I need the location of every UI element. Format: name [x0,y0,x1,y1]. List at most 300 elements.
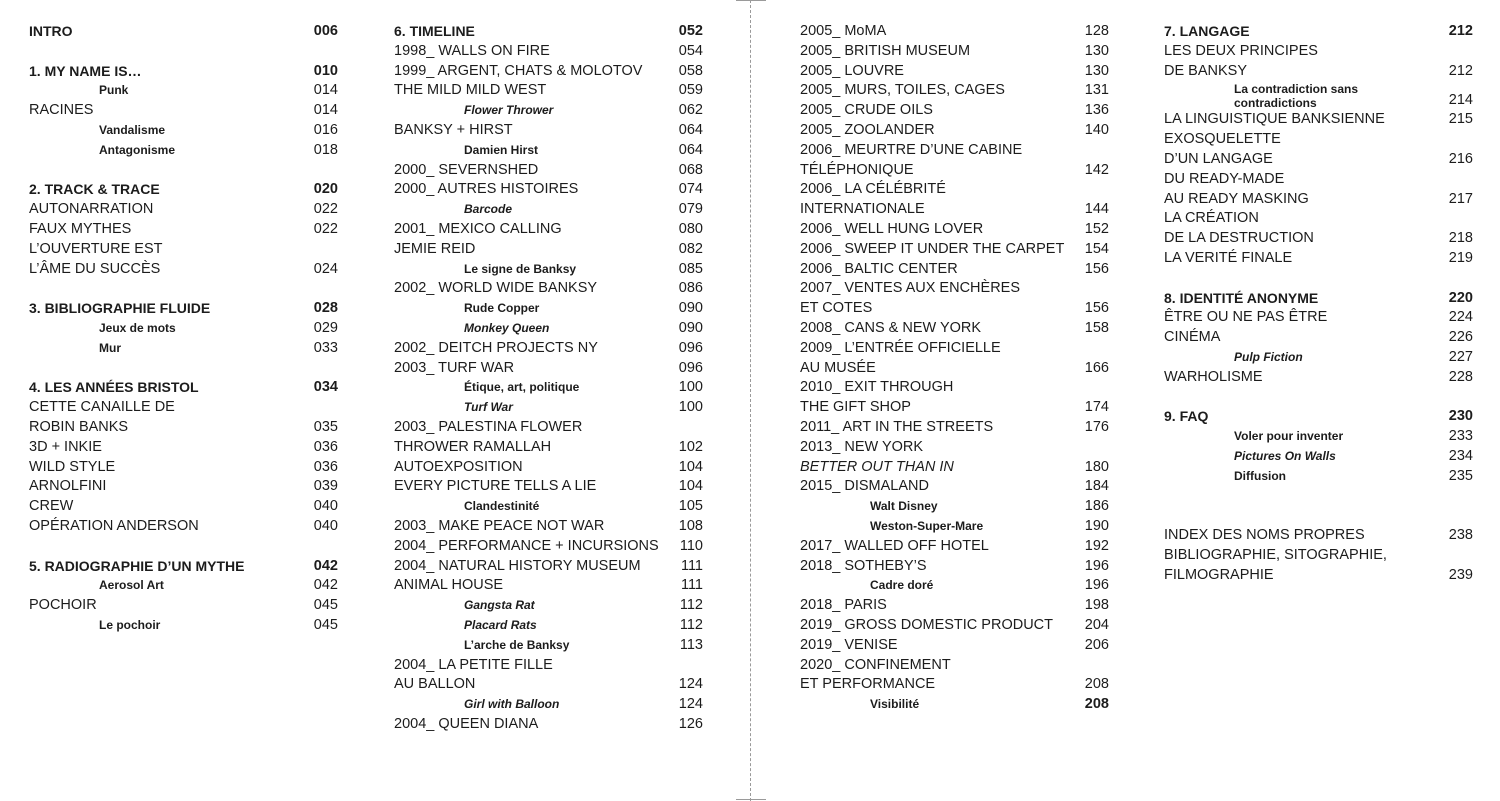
toc-chapter-entry[interactable] [1164,289,1473,309]
toc-entry-title: ARNOLFINI [29,478,107,495]
toc-entry-title: D’UN LANGAGE [1164,150,1273,167]
toc-page-number: 014 [313,102,338,119]
toc-entry-title: AU READY MASKING [1164,190,1309,207]
toc-subsection-entry[interactable] [394,260,703,280]
toc-entry-title: ET COTES [800,300,873,317]
toc-page-number: 238 [1448,527,1473,544]
toc-entry-title: AU MUSÉE [800,359,876,376]
toc-subsection-entry[interactable] [29,121,338,141]
toc-entry-title: ET PERFORMANCE [800,676,936,693]
toc-section-entry[interactable] [800,418,1109,438]
toc-page-number: 220 [1448,289,1473,306]
toc-page-number: 085 [678,260,703,277]
toc-section-entry[interactable] [29,497,338,517]
toc-page-number: 212 [1448,23,1473,39]
toc-page-number: 110 [679,537,703,554]
toc-section-entry[interactable] [800,378,1109,398]
toc-section-entry[interactable] [800,200,1109,220]
toc-section-entry[interactable] [800,398,1109,418]
toc-entry-title: Girl with Balloon [464,697,560,712]
toc-page-number: 062 [678,102,703,119]
toc-section-entry[interactable] [29,200,338,220]
toc-subsection-entry[interactable] [394,596,703,616]
toc-subsection-entry[interactable] [1164,427,1473,447]
toc-section-entry[interactable] [29,220,338,240]
toc-entry-title: Mur [99,340,121,355]
toc-page-number: 113 [679,636,703,653]
toc-entry-title: Aerosol Art [99,578,164,593]
toc-page-number: 018 [313,141,338,158]
toc-entry-title: Barcode [464,202,513,217]
toc-section-entry[interactable] [394,279,703,299]
toc-page-number: 130 [1084,62,1109,79]
toc-section-entry[interactable] [800,438,1109,458]
toc-page-number: 208 [1084,676,1109,693]
toc-page-number: 184 [1084,478,1109,495]
toc-section-entry[interactable] [1164,209,1473,229]
toc-subsection-entry[interactable] [394,616,703,636]
toc-page-number: 082 [678,240,703,257]
toc-entry-title: Le pochoir [99,617,161,632]
toc-section-entry[interactable] [29,517,338,537]
toc-entry-title: Antagonisme [99,142,176,157]
toc-chapter-entry[interactable] [394,22,703,42]
toc-page-number: 054 [678,42,703,59]
toc-section-entry[interactable] [1164,150,1473,170]
toc-entry-title: THROWER RAMALLAH [394,438,552,455]
toc-page-number: 111 [680,577,703,594]
toc-page-number: 136 [1084,102,1109,119]
toc-section-entry[interactable] [1164,130,1473,150]
toc-entry-title: Flower Thrower [464,103,554,118]
toc-entry-title: 2002_ WORLD WIDE BANKSY [394,280,598,297]
toc-section-entry[interactable] [800,141,1109,161]
toc-entry-title: 7. LANGAGE [1164,23,1250,39]
toc-entry-title: DE LA DESTRUCTION [1164,230,1314,247]
toc-page-number: 233 [1448,428,1473,445]
toc-entry-title: TÉLÉPHONIQUE [800,161,914,178]
toc-page-number: 080 [678,220,703,237]
toc-page-number: 104 [678,478,703,495]
toc-section-entry[interactable] [394,675,703,695]
toc-entry-title: 2020_ CONFINEMENT [800,656,951,673]
toc-entry-title: Weston-Super-Mare [870,518,984,533]
toc-page-number: 224 [1448,309,1473,326]
toc-entry-title: RACINES [29,102,94,119]
toc-page-number: 045 [313,597,338,614]
toc-entry-title: 2008_ CANS & NEW YORK [800,319,982,336]
toc-entry-title: INDEX DES NOMS PROPRES [1164,527,1365,544]
toc-entry-title: AUTONARRATION [29,201,154,218]
toc-entry-title: ROBIN BANKS [29,418,129,435]
toc-entry-title: 2000_ AUTRES HISTOIRES [394,181,579,198]
toc-section-entry[interactable] [1164,566,1473,586]
toc-subsection-entry[interactable] [29,141,338,161]
toc-entry-title: Turf War [464,400,513,415]
toc-section-entry[interactable] [800,81,1109,101]
toc-entry-title: ÊTRE OU NE PAS ÊTRE [1164,309,1328,326]
toc-section-entry[interactable] [800,616,1109,636]
toc-entry-title: 2001_ MEXICO CALLING [394,220,562,237]
toc-subsection-entry[interactable] [800,497,1109,517]
toc-section-entry[interactable] [394,81,703,101]
toc-entry-title: Gangsta Rat [464,598,535,613]
toc-subsection-entry[interactable] [800,517,1109,537]
toc-entry-title: 2006_ MEURTRE D’UNE CABINE [800,141,1023,158]
toc-subsection-entry[interactable] [29,319,338,339]
toc-entry-title: 2010_ EXIT THROUGH [800,379,954,396]
toc-section-entry[interactable] [800,319,1109,339]
toc-page-number: 022 [313,201,338,218]
toc-page-number: 040 [313,517,338,534]
toc-section-entry[interactable] [394,42,703,62]
toc-section-entry[interactable] [800,596,1109,616]
toc-entry-title: 2005_ MURS, TOILES, CAGES [800,82,1005,99]
toc-section-entry[interactable] [29,477,338,497]
toc-subsection-entry[interactable] [394,695,703,715]
toc-section-entry[interactable] [800,180,1109,200]
toc-entry-title: 2005_ MoMA [800,23,887,39]
toc-entry-title: 3. BIBLIOGRAPHIE FLUIDE [29,300,211,317]
toc-section-entry[interactable] [29,260,338,280]
toc-subsection-entry[interactable] [394,378,703,398]
toc-entry-title: LA CRÉATION [1164,210,1259,227]
toc-chapter-entry[interactable] [29,62,338,82]
toc-page-number: 042 [313,577,338,594]
toc-page-number: 020 [313,181,338,198]
toc-section-entry[interactable] [1164,368,1473,388]
toc-entry-title: EVERY PICTURE TELLS A LIE [394,478,597,495]
toc-section-entry[interactable] [1164,42,1473,62]
toc-entry-title: Damien Hirst [464,142,539,157]
toc-entry-title: L’arche de Banksy [464,637,570,652]
toc-entry-title: Pulp Fiction [1234,349,1303,364]
toc-section-entry[interactable] [800,299,1109,319]
toc-page-number: 180 [1084,458,1109,475]
toc-entry-title: 2006_ WELL HUNG LOVER [800,220,984,237]
toc-entry-title: LA LINGUISTIQUE BANKSIENNE [1164,111,1385,128]
toc-subsection-entry[interactable] [394,101,703,121]
toc-entry-title: Étique, art, politique [464,380,580,395]
toc-section-entry[interactable] [394,458,703,478]
toc-section-entry[interactable] [394,339,703,359]
toc-page-number: 112 [679,597,703,614]
toc-entry-title: FILMOGRAPHIE [1164,566,1274,583]
toc-section-entry[interactable] [800,675,1109,695]
toc-page-number: 039 [313,478,338,495]
toc-section-entry[interactable] [800,279,1109,299]
toc-page-number: 216 [1448,150,1473,167]
spine-bottom-mark [736,799,766,800]
toc-entry-title: 2015_ DISMALAND [800,478,929,495]
toc-subsection-entry[interactable] [394,497,703,517]
toc-page-number: 198 [1084,597,1109,614]
toc-column-2 [394,22,703,735]
toc-entry-title: CETTE CANAILLE DE [29,399,175,416]
toc-chapter-entry[interactable] [1164,407,1473,427]
toc-section-entry[interactable] [394,121,703,141]
toc-entry-title: 2009_ L’ENTRÉE OFFICIELLE [800,339,1001,356]
toc-entry-title: 2018_ SOTHEBY’S [800,557,927,574]
toc-entry-title: 2003_ MAKE PEACE NOT WAR [394,517,605,534]
toc-section-entry[interactable] [394,359,703,379]
toc-entry-title: THE GIFT SHOP [800,399,911,416]
toc-page-number: 064 [678,141,703,158]
toc-column-1 [29,22,338,636]
toc-entry-title: 2005_ LOUVRE [800,62,904,79]
toc-section-entry[interactable] [394,438,703,458]
toc-section-entry[interactable] [1164,62,1473,82]
toc-entry-title: 1. MY NAME IS… [29,62,142,79]
toc-section-entry[interactable] [29,438,338,458]
toc-page-number: 156 [1084,300,1109,317]
toc-entry-title: BANKSY + HIRST [394,121,513,138]
toc-page-number: 226 [1448,329,1473,346]
toc-page-number: 040 [313,498,338,515]
toc-entry-title: Vandalisme [99,122,166,137]
toc-entry-title: 1998_ WALLS ON FIRE [394,42,550,59]
toc-entry-title: 2017_ WALLED OFF HOTEL [800,537,989,554]
toc-entry-title: 2019_ GROSS DOMESTIC PRODUCT [800,616,1053,633]
toc-page-number: 112 [679,616,703,633]
toc-entry-title: 2005_ ZOOLANDER [800,121,935,138]
toc-section-entry[interactable] [800,458,1109,478]
toc-section-entry[interactable] [800,22,1109,42]
toc-entry-title: INTRO [29,23,73,39]
toc-chapter-entry[interactable] [29,180,338,200]
toc-chapter-entry[interactable] [29,557,338,577]
toc-entry-title: 9. FAQ [1164,408,1209,425]
toc-page-number: 105 [678,498,703,515]
toc-section-entry[interactable] [29,418,338,438]
spine-top-mark [736,0,766,1]
toc-section-entry[interactable] [394,576,703,596]
toc-page-number: 217 [1448,190,1473,207]
toc-page-number: 174 [1084,399,1109,416]
toc-section-entry[interactable] [800,537,1109,557]
toc-section-entry[interactable] [29,458,338,478]
toc-entry-title: 1999_ ARGENT, CHATS & MOLOTOV [394,62,643,79]
toc-page-number: 128 [1084,23,1109,39]
toc-entry-title: Diffusion [1234,468,1286,483]
toc-section-entry[interactable] [800,121,1109,141]
toc-page-number: 124 [678,696,703,713]
toc-section-entry[interactable] [1164,249,1473,269]
toc-section-entry[interactable] [1164,170,1473,190]
toc-section-entry[interactable] [1164,229,1473,249]
toc-subsection-entry[interactable] [1164,348,1473,368]
toc-page-number: 196 [1084,577,1109,594]
toc-page-number: 130 [1084,42,1109,59]
toc-section-entry[interactable] [394,477,703,497]
toc-section-entry[interactable] [394,62,703,82]
toc-page-number: 029 [313,319,338,336]
toc-entry-title: 5. RADIOGRAPHIE D’UN MYTHE [29,557,245,574]
toc-page-number: 006 [313,23,338,39]
toc-page-number: 014 [313,82,338,99]
toc-section-entry[interactable] [800,477,1109,497]
toc-chapter-entry[interactable] [1164,22,1473,42]
toc-subsection-entry[interactable] [800,576,1109,596]
toc-entry-title: POCHOIR [29,597,97,614]
toc-chapter-entry[interactable] [29,299,338,319]
toc-page-number: 064 [678,121,703,138]
toc-section-entry[interactable] [800,636,1109,656]
toc-page-number: 104 [678,458,703,475]
toc-page-number: 034 [313,379,338,396]
toc-subsection-entry[interactable] [29,339,338,359]
toc-page-number: 219 [1448,249,1473,266]
toc-subsection-entry[interactable] [394,200,703,220]
toc-section-entry[interactable] [394,656,703,676]
toc-section-entry[interactable] [394,517,703,537]
toc-entry-title: AUTOEXPOSITION [394,458,523,475]
toc-section-entry[interactable] [800,339,1109,359]
toc-section-entry[interactable] [1164,526,1473,546]
toc-page-number: 158 [1084,319,1109,336]
toc-section-entry[interactable] [800,656,1109,676]
toc-page-number: 016 [313,121,338,138]
toc-entry-title: LES DEUX PRINCIPES [1164,42,1318,59]
toc-section-entry[interactable] [29,398,338,418]
toc-entry-title: INTERNATIONALE [800,201,925,218]
toc-section-entry[interactable] [800,240,1109,260]
toc-section-entry[interactable] [800,62,1109,82]
toc-page-number: 206 [1084,636,1109,653]
toc-section-entry[interactable] [1164,328,1473,348]
toc-subsection-entry[interactable] [1164,467,1473,487]
toc-entry-title: 2006_ LA CÉLÉBRITÉ [800,181,946,198]
toc-subsection-entry[interactable] [29,81,338,101]
toc-entry-title: L’ÂME DU SUCCÈS [29,260,161,277]
toc-subsection-entry[interactable] [800,695,1109,715]
toc-page-number: 096 [678,339,703,356]
toc-page-number: 100 [678,379,703,396]
toc-page-number: 045 [313,616,338,633]
toc-page-number: 228 [1448,368,1473,385]
toc-page-number: 152 [1084,220,1109,237]
toc-entry-title: 2006_ BALTIC CENTER [800,260,958,277]
toc-section-entry[interactable] [29,240,338,260]
toc-entry-title: 2. TRACK & TRACE [29,181,160,198]
toc-entry-title: 2003_ TURF WAR [394,359,515,376]
toc-section-entry[interactable] [800,42,1109,62]
toc-section-entry[interactable] [394,557,703,577]
toc-subsection-entry[interactable] [29,576,338,596]
toc-section-entry[interactable] [394,180,703,200]
toc-section-entry[interactable] [800,557,1109,577]
toc-page-number: 239 [1448,566,1473,583]
toc-section-entry[interactable] [394,537,703,557]
toc-page-number: 090 [678,300,703,317]
toc-section-entry[interactable] [800,260,1109,280]
toc-section-entry[interactable] [29,101,338,121]
toc-column-3 [800,22,1109,715]
toc-section-entry[interactable] [394,240,703,260]
toc-subsection-entry[interactable] [394,141,703,161]
toc-entry-title: Cadre doré [870,578,934,593]
toc-page-number: 100 [678,399,703,416]
toc-chapter-entry[interactable] [29,378,338,398]
toc-section-entry[interactable] [800,101,1109,121]
toc-page-number: 036 [313,438,338,455]
toc-entry-title: DE BANKSY [1164,62,1247,79]
toc-entry-title: EXOSQUELETTE [1164,131,1281,148]
toc-page-number: 028 [313,300,338,317]
toc-subsection-entry[interactable] [394,319,703,339]
toc-entry-title: BETTER OUT THAN IN [800,458,954,475]
toc-entry-title: 2004_ PERFORMANCE + INCURSIONS [394,537,659,554]
toc-chapter-entry[interactable] [29,22,338,42]
toc-page-number: 010 [313,62,338,79]
toc-section-entry[interactable] [800,220,1109,240]
toc-page-number: 108 [678,517,703,534]
toc-entry-title: CINÉMA [1164,329,1221,346]
toc-page-number: 192 [1084,537,1109,554]
toc-subsection-entry[interactable] [1164,447,1473,467]
toc-page-number: 142 [1084,161,1109,178]
toc-section-entry[interactable] [394,715,703,735]
toc-entry-title: FAUX MYTHES [29,220,132,237]
toc-entry-title: 2013_ NEW YORK [800,438,924,455]
toc-section-entry[interactable] [1164,190,1473,210]
toc-subsection-entry[interactable] [394,299,703,319]
toc-section-entry[interactable] [1164,110,1473,130]
toc-entry-title: 2003_ PALESTINA FLOWER [394,418,583,435]
toc-entry-title: 4. LES ANNÉES BRISTOL [29,379,199,396]
toc-section-entry[interactable] [800,359,1109,379]
toc-page-number: 190 [1084,517,1109,534]
toc-page-number: 218 [1448,230,1473,247]
toc-entry-title: Walt Disney [870,499,938,514]
toc-entry-title: 2019_ VENISE [800,636,898,653]
toc-page-number: 140 [1084,121,1109,138]
toc-entry-title: 2005_ BRITISH MUSEUM [800,42,971,59]
spine-fold-line [750,0,751,801]
toc-page-number: 124 [678,676,703,693]
toc-section-entry[interactable] [800,161,1109,181]
toc-entry-title: Monkey Queen [464,320,550,335]
toc-page-number: 052 [678,23,703,39]
toc-entry-title: 2004_ QUEEN DIANA [394,715,539,732]
toc-page-number: 186 [1084,498,1109,515]
toc-entry-title: L’OUVERTURE EST [29,240,163,257]
toc-page-number: 024 [313,260,338,277]
toc-entry-title: AU BALLON [394,676,476,693]
toc-entry-title: 2011_ ART IN THE STREETS [800,418,994,435]
toc-entry-title: 2007_ VENTES AUX ENCHÈRES [800,280,1021,297]
toc-entry-title: THE MILD MILD WEST [394,82,547,99]
toc-entry-title: Pictures On Walls [1234,448,1336,463]
toc-section-entry[interactable] [29,596,338,616]
toc-entry-title: Rude Copper [464,301,540,316]
toc-section-entry[interactable] [394,220,703,240]
toc-subsection-entry[interactable] [1164,81,1473,110]
toc-subsection-entry[interactable] [29,616,338,636]
toc-entry-title: WILD STYLE [29,458,116,475]
toc-entry-title: 3D + INKIE [29,438,102,455]
toc-page-number: 086 [678,280,703,297]
toc-page-number: 230 [1448,408,1473,425]
toc-subsection-entry[interactable] [394,636,703,656]
toc-section-entry[interactable] [394,418,703,438]
toc-entry-title: Jeux de mots [99,320,176,335]
toc-subsection-entry[interactable] [394,398,703,418]
toc-section-entry[interactable] [394,161,703,181]
toc-section-entry[interactable] [1164,546,1473,566]
toc-entry-title: CREW [29,498,74,515]
toc-section-entry[interactable] [1164,308,1473,328]
